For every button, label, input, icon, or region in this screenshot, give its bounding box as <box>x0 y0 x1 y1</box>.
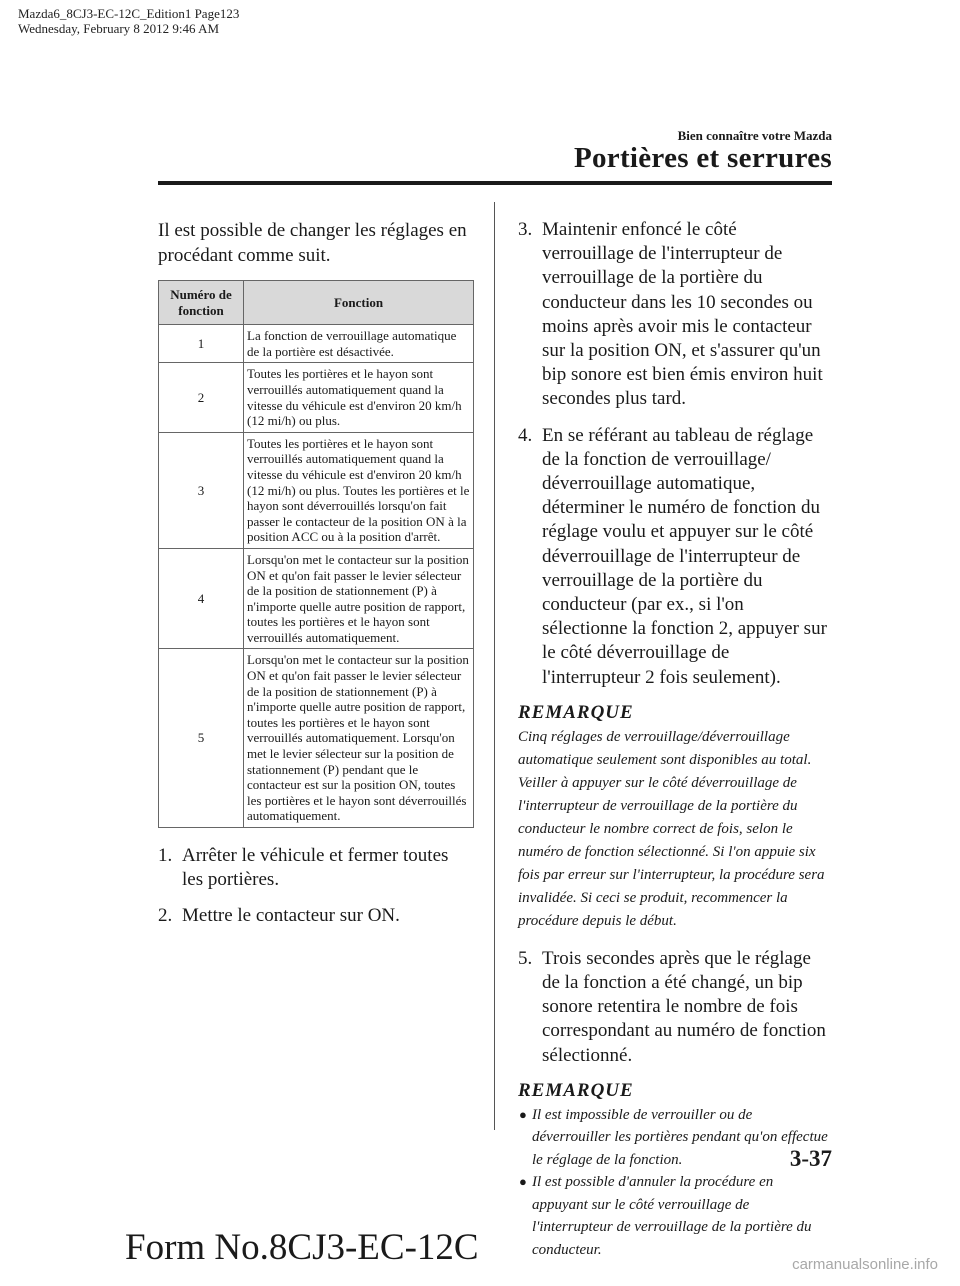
function-number: 5 <box>159 649 244 828</box>
form-number: Form No.8CJ3-EC-12C <box>125 1227 479 1268</box>
step-text: Mettre le contacteur sur ON. <box>182 905 400 927</box>
note-bullet-text: Il est impossible de verrouiller ou de déverrouiller les portières pendant qu'on effectue le réglage de la fonction. <box>532 1106 828 1168</box>
function-description: Lorsqu'on met le contacteur sur la position ON et qu'on fait passer le levier sélecteur de la position de stationnement (P) à n'importe quelle autre position de rapport, toutes les portières et le hayon sont verrouillés automatiquement. <box>244 548 474 649</box>
header-function: Fonction <box>244 281 474 325</box>
function-number: 4 <box>159 548 244 649</box>
table-row <box>159 363 474 432</box>
meta-date-line: Wednesday, February 8 2012 9:46 AM <box>18 21 220 36</box>
step-text: En se référant au tableau de réglage de la fonction de verrouillage/ déverrouillage automatique, déterminer le numéro de fonction du réglage voulu et appuyer sur le côté déverrouillage de l'interrupteur de verrouillage de la portière du conducteur (par ex., si l'on sélectionne la fonction 2, appuyer sur le côté déverrouillage de l'interrupteur 2 fois seulement). <box>542 424 827 688</box>
step-number: 4. <box>518 424 533 446</box>
page-number: 3-37 <box>789 1146 832 1171</box>
note-heading: REMARQUE <box>518 1079 634 1101</box>
step-number: 2. <box>158 905 173 927</box>
note-bullet-item <box>518 1171 832 1261</box>
function-number: 1 <box>159 325 244 363</box>
watermark: carmanualsonline.info <box>792 1256 938 1273</box>
steps-list-right <box>518 218 832 690</box>
intro-paragraph: Il est possible de changer les réglages en procédant comme suit. <box>158 220 467 266</box>
step-number: 3. <box>518 219 533 240</box>
table-header-row <box>159 281 474 325</box>
bullet-icon: ● <box>519 1106 527 1122</box>
function-number: 2 <box>159 363 244 432</box>
left-column <box>158 218 474 941</box>
note-heading: REMARQUE <box>518 701 634 723</box>
function-table <box>158 280 474 828</box>
section-subtitle: Bien connaître votre Mazda <box>677 128 832 143</box>
step-item <box>158 844 474 892</box>
print-metadata <box>18 6 239 36</box>
header-function-number: Numéro de fonction <box>159 281 244 325</box>
step-text: Trois secondes après que le réglage de la fonction a été changé, un bip sonore retentira le nombre de fois correspondant au numéro de fonction sélectionné. <box>542 947 826 1066</box>
steps-list-right-b <box>518 947 832 1068</box>
step-text: Maintenir enfoncé le côté verrouillage de l'interrupteur de verrouillage de la portière du conducteur dans les 10 secondes ou moins après avoir mis le contacteur sur la position ON, et s'assurer qu'un bip sonore est bien émis environ huit secondes plus tard. <box>542 219 823 410</box>
section-title: Portières et serrures <box>573 142 832 174</box>
table-row <box>159 649 474 828</box>
function-description: Toutes les portières et le hayon sont verrouillés automatiquement quand la vitesse du véhicule est d'environ 20 km/h (12 mi/h) ou plus. Toutes les portières et le hayon sont déverrouillés lorsqu'on fait passer le contacteur de la position ON à la position ACC ou à la position d'arrêt. <box>244 432 474 548</box>
note-bullet-item <box>518 1104 832 1172</box>
meta-file-line: Mazda6_8CJ3-EC-12C_Edition1 Page123 <box>18 6 240 21</box>
steps-list-left <box>158 844 474 929</box>
table-row <box>159 548 474 649</box>
note-bullet-text: Il est possible d'annuler la procédure en appuyant sur le côté verrouillage de l'interrupteur de verrouillage de la portière du conducteur. <box>532 1174 812 1258</box>
function-description: Lorsqu'on met le contacteur sur la position ON et qu'on fait passer le levier sélecteur de la position de stationnement (P) à n'importe quelle autre position de rapport, toutes les portières et le hayon sont verrouillés automatiquement. Lorsqu'on met le levier sélecteur sur la position de stationnement (P) pendant que le contacteur est sur la position ON, toutes les portières et le hayon sont déverrouillés automatiquement. <box>244 649 474 828</box>
note-bullet-list <box>518 1104 832 1262</box>
function-description: Toutes les portières et le hayon sont verrouillés automatiquement quand la vitesse du véhicule est d'environ 20 km/h (12 mi/h) ou plus. <box>244 363 474 432</box>
table-row <box>159 432 474 548</box>
bullet-icon: ● <box>519 1174 527 1190</box>
table-row <box>159 325 474 363</box>
right-column <box>518 218 832 1261</box>
column-divider <box>494 202 495 1130</box>
function-description: La fonction de verrouillage automatique de la portière est désactivée. <box>244 325 474 363</box>
step-item <box>518 947 832 1068</box>
step-number: 5. <box>518 947 533 969</box>
step-text: Arrêter le véhicule et fermer toutes les portières. <box>182 845 449 891</box>
header-rule <box>158 181 832 185</box>
step-item <box>518 218 832 412</box>
note-text: Cinq réglages de verrouillage/déverrouillage automatique seulement sont disponibles au total. Veiller à appuyer sur le côté déverrouillage de l'interrupteur de verrouillage de la portière du conducteur le nombre correct de fois, selon le numéro de fonction sélectionné. Si l'on appuie six fois par erreur sur l'interrupteur, la procédure sera invalidée. Si ceci se produit, recommencer la procédure depuis le début. <box>518 728 825 929</box>
step-item <box>518 424 832 690</box>
step-number: 1. <box>158 845 173 866</box>
step-item <box>158 904 474 928</box>
function-number: 3 <box>159 432 244 548</box>
